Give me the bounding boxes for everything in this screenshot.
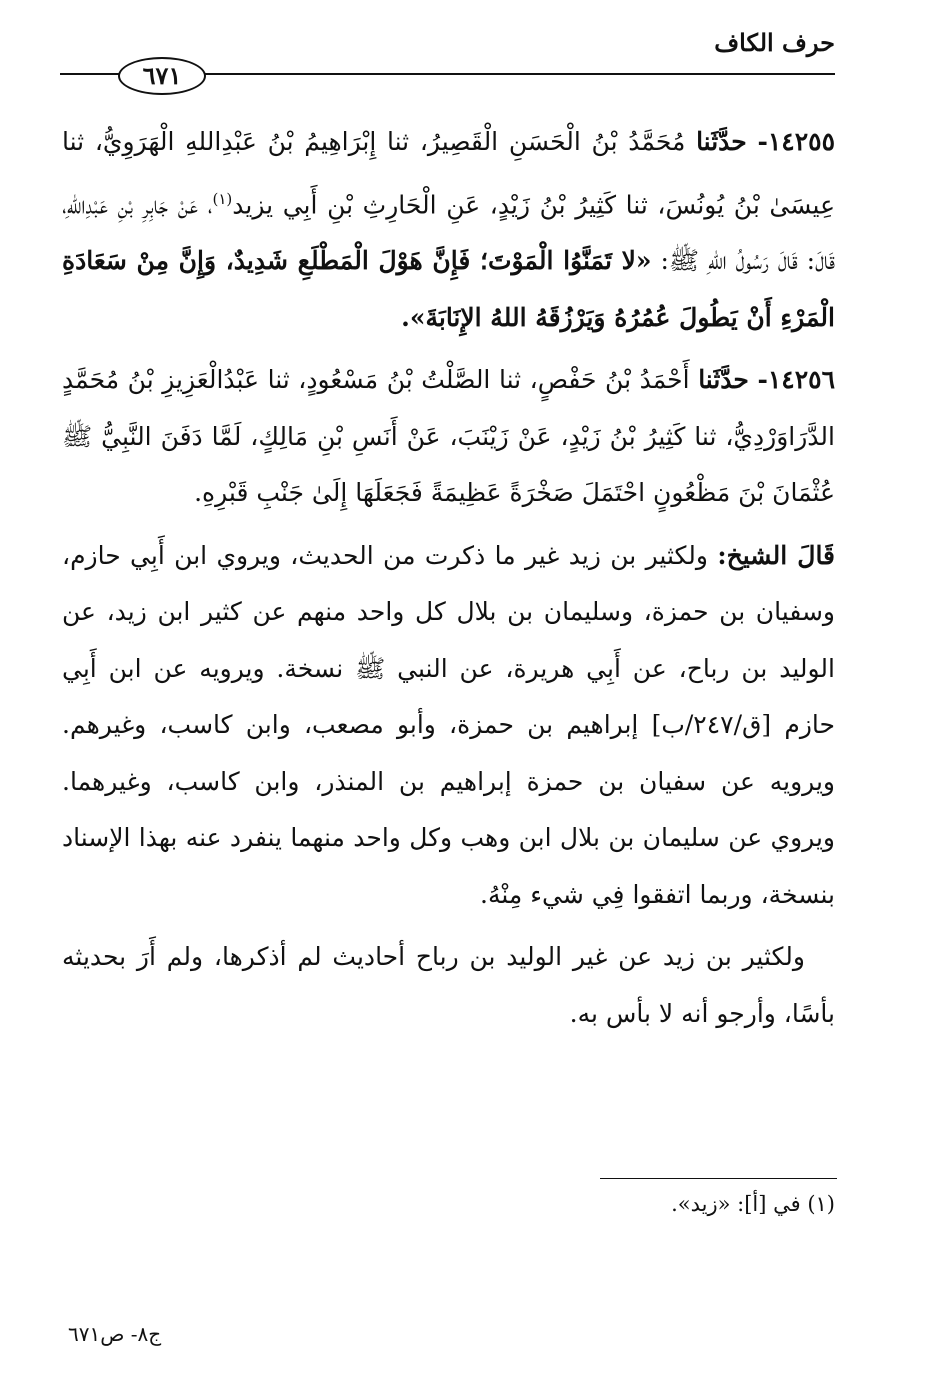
- running-head: حرف الكاف: [714, 28, 835, 57]
- isnad-text-cont: ، عَنْ جَابِرِ بْنِ عَبْدِاللهِ، قَالَ: قَالَ رَسُولُ اللهِ ﷺ:: [62, 189, 836, 276]
- hadith-14255: [62, 114, 835, 346]
- hadith-text: أَحْمَدُ بْنُ حَفْصٍ، ثنا الصَّلْتُ بْنُ مَسْعُودٍ، ثنا عَبْدُالْعَزِيزِ بْنُ مُحَمَّدٍ الدَّرَاوَرْدِيُّ، ثنا كَثِيرُ بْنُ زَيْدٍ، عَنْ زَيْنَبَ، عَنْ أَنَسِ بْنِ مَالِكٍ، لَمَّا دَفَنَ النَّبِيُّ ﷺ عُثْمَانَ بْنَ مَظْعُونٍ احْتَمَلَ صَخْرَةً عَظِيمَةً فَجَعَلَهَا إِلَىٰ جَنْبِ قَبْرِهِ.: [62, 365, 835, 508]
- main-text: [62, 114, 835, 1042]
- footnote-rule: [600, 1178, 837, 1179]
- footnote: (١) في [أ]: «زيد».: [671, 1192, 835, 1216]
- closing-paragraph: ولكثير بن زيد عن غير الوليد بن رباح أحاديث لم أذكرها، ولم أَرَ بحديثه بأسًا، وأرجو أنه لا بأس به.: [62, 942, 835, 1028]
- sheikh-comment: [62, 528, 835, 924]
- narration-keyword: حدَّثَنا: [696, 127, 747, 156]
- folio: ج٨- ص٦٧١: [68, 1322, 162, 1346]
- page-number-badge: ٦٧١: [118, 57, 206, 95]
- hadith-matn: «لا تَمَنَّوُا الْمَوْتَ؛ فَإِنَّ هَوْلَ الْمَطْلَعِ شَدِيدٌ، وَإِنَّ مِنْ سَعَادَةِ الْمَرْءِ أَنْ يَطُولَ عُمُرُهُ وَيَرْزُقَهُ اللهُ الإِنَابَةَ».: [62, 246, 835, 332]
- isnad-text: مُحَمَّدُ بْنُ الْحَسَنِ الْقَصِيرُ، ثنا إِبْرَاهِيمُ بْنُ عَبْدِاللهِ الْهَرَوِيُّ، ثنا عِيسَىٰ بْنُ يُونُسَ، ثنا كَثِيرُ بْنُ زَيْدٍ، عَنِ الْحَارِثِ بْنِ أَبِي يزيد: [62, 127, 835, 219]
- comment-text: ولكثير بن زيد غير ما ذكرت من الحديث، ويروي ابن أَبِي حازم، وسفيان بن حمزة، وسليمان بن بلال كل واحد منهم عن كثير ابن زيد، عن الوليد بن رباح، عن أَبِي هريرة، عن النبي ﷺ نسخة. ويرويه عن ابن أَبِي حازم [ق/٢٤٧/ب] إبراهيم بن حمزة، وأبو مصعب، وابن كاسب، وغيرهم. ويرويه عن سفيان بن حمزة إبراهيم بن المنذر، وابن كاسب، وغيرهما. ويروي عن سليمان بن بلال ابن وهب وكل واحد منهما ينفرد عنه بهذا الإسناد بنسخة، وربما اتفقوا فِي شيء مِنْهُ.: [62, 540, 835, 909]
- sheikh-label: قَالَ الشيخ:: [717, 540, 836, 570]
- hadith-14256: [62, 352, 835, 522]
- footnote-ref: (١): [212, 189, 233, 208]
- narration-keyword: حدَّثَنا: [698, 365, 749, 395]
- hadith-number: ١٤٢٥٦-: [757, 365, 836, 395]
- hadith-number: ١٤٢٥٥-: [757, 127, 835, 156]
